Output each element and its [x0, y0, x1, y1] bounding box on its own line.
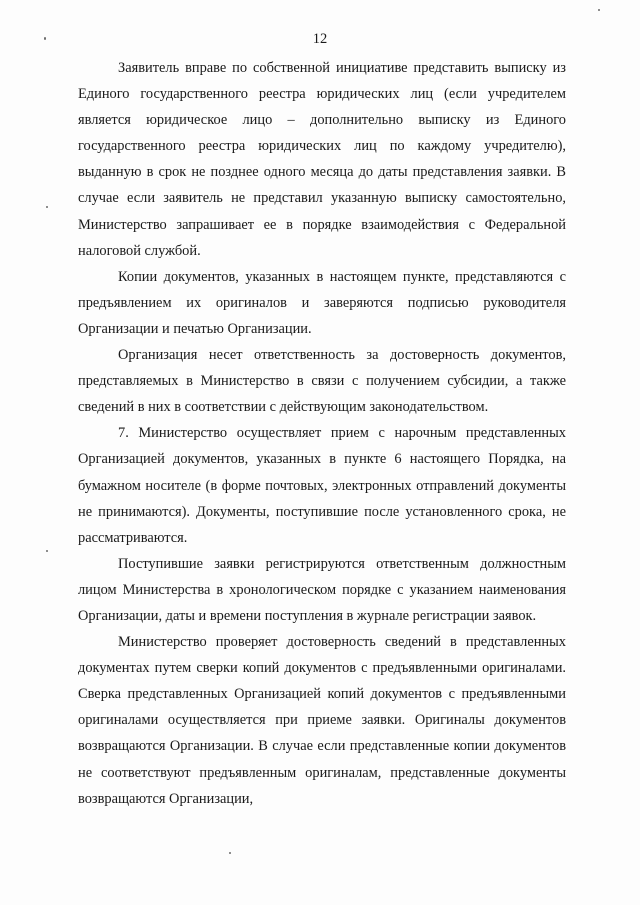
scan-speck [46, 206, 48, 208]
paragraph-verification: Министерство проверяет достоверность сведений в представленных документах путем сверки копий документов с предъявленными оригиналами. Сверка представленных Организацией копий документов с предъявленными оригиналами осуществляется при приеме заявки. Оригиналы документов возвращаются Организации. В случае если представленные копии документов не соответствуют предъявленным оригиналам, представленные документы возвращаются Организации, [78, 634, 566, 807]
paragraph-extract-option: Заявитель вправе по собственной инициативе представить выписку из Единого государственного реестра юридических лиц (если учредителем является юридическое лицо – дополнительно выписку из Единого государственного реестра юридических лиц по каждому учредителю), выданную в срок не позднее одного месяца до даты представления заявки. В случае если заявитель не представил указанную выписку самостоятельно, Министерство запрашивает ее в порядке взаимодействия с Федеральной налоговой службой. [78, 60, 566, 259]
paragraph-item-7-reception: 7. Министерство осуществляет прием с нарочным представленных Организацией документов, указанных в пункте 6 настоящего Порядка, на бумажном носителе (в форме почтовых, электронных отправлений документы не принимаются). Документы, поступившие после установленного срока, не рассматриваются. [78, 425, 566, 546]
paragraph-copies-certification: Копии документов, указанных в настоящем пункте, представляются с предъявлением их оригиналов и заверяются подписью руководителя Организации и печатью Организации. [78, 268, 566, 337]
page-number: 12 [312, 31, 328, 47]
scan-speck [229, 852, 231, 854]
document-body [78, 55, 566, 812]
paragraph-registration: Поступившие заявки регистрируются ответственным должностным лицом Министерства в хронологическом порядке с указанием наименования Организации, даты и времени поступления в журнале регистрации заявок. [78, 555, 566, 624]
scan-speck [598, 9, 600, 11]
scan-speck [44, 37, 46, 40]
scan-speck [46, 550, 48, 552]
paragraph-responsibility: Организация несет ответственность за достоверность документов, представляемых в Министерство в связи с получением субсидии, а также сведений в них в соответствии с действующим законодательством. [78, 347, 566, 416]
